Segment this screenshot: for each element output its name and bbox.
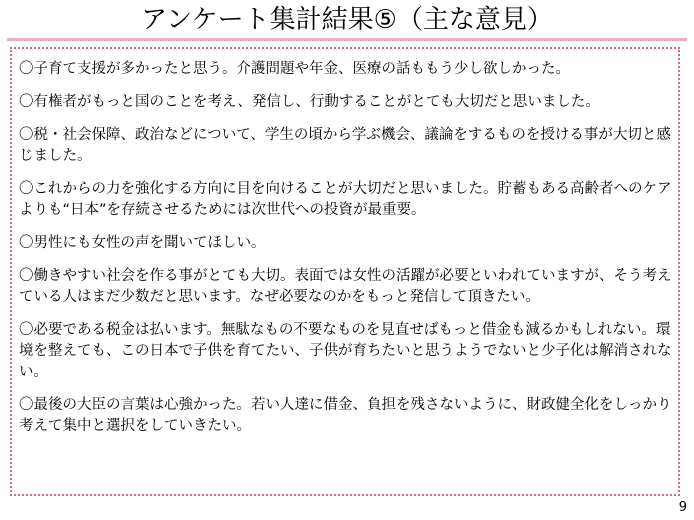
comment-item: 〇これからの力を強化する方向に目を向けることが大切だと思いました。貯蓄もある高齢者へのケアよりも“日本”を存続させるためには次世代への投資が最重要。 (19, 181, 672, 218)
page-number: 9 (678, 500, 687, 515)
comments-box (10, 47, 680, 496)
comment-item: 〇最後の大臣の言葉は心強かった。若い人達に借金、負担を残さないように、財政健全化をしっかり考えて集中と選択をしていきたい。 (19, 397, 672, 434)
title-underline (7, 38, 687, 41)
slide-title: アンケート集計結果⑤（主な意見） (141, 5, 553, 35)
comment-item: 〇男性にも女性の声を聞いてほしい。 (19, 235, 266, 251)
comment-item: 〇子育て支援が多かったと思う。介護問題や年金、医療の話ももう少し欲しかった。 (19, 61, 570, 77)
comment-item: 〇働きやすい社会を作る事がとても大切。表面では女性の活躍が必要といわれていますが、そう考えている人はまだ少数だと思います。なぜ必要なのかをもっと発信して頂きたい。 (19, 268, 672, 305)
comment-item: 〇税・社会保障、政治などについて、学生の頃から学ぶ機会、議論をするものを授ける事が大切と感じました。 (19, 127, 671, 164)
comment-item: 〇有権者がもっと国のことを考え、発信し、行動することがとても大切だと思いました。 (19, 94, 600, 110)
comment-item: 〇必要である税金は払います。無駄なもの不要なものを見直せばもっと借金も減るかもしれない。環境を整えても、この日本で子供を育てたい、子供が育ちたいと思うようでないと少子化は解消されない。 (19, 322, 672, 380)
